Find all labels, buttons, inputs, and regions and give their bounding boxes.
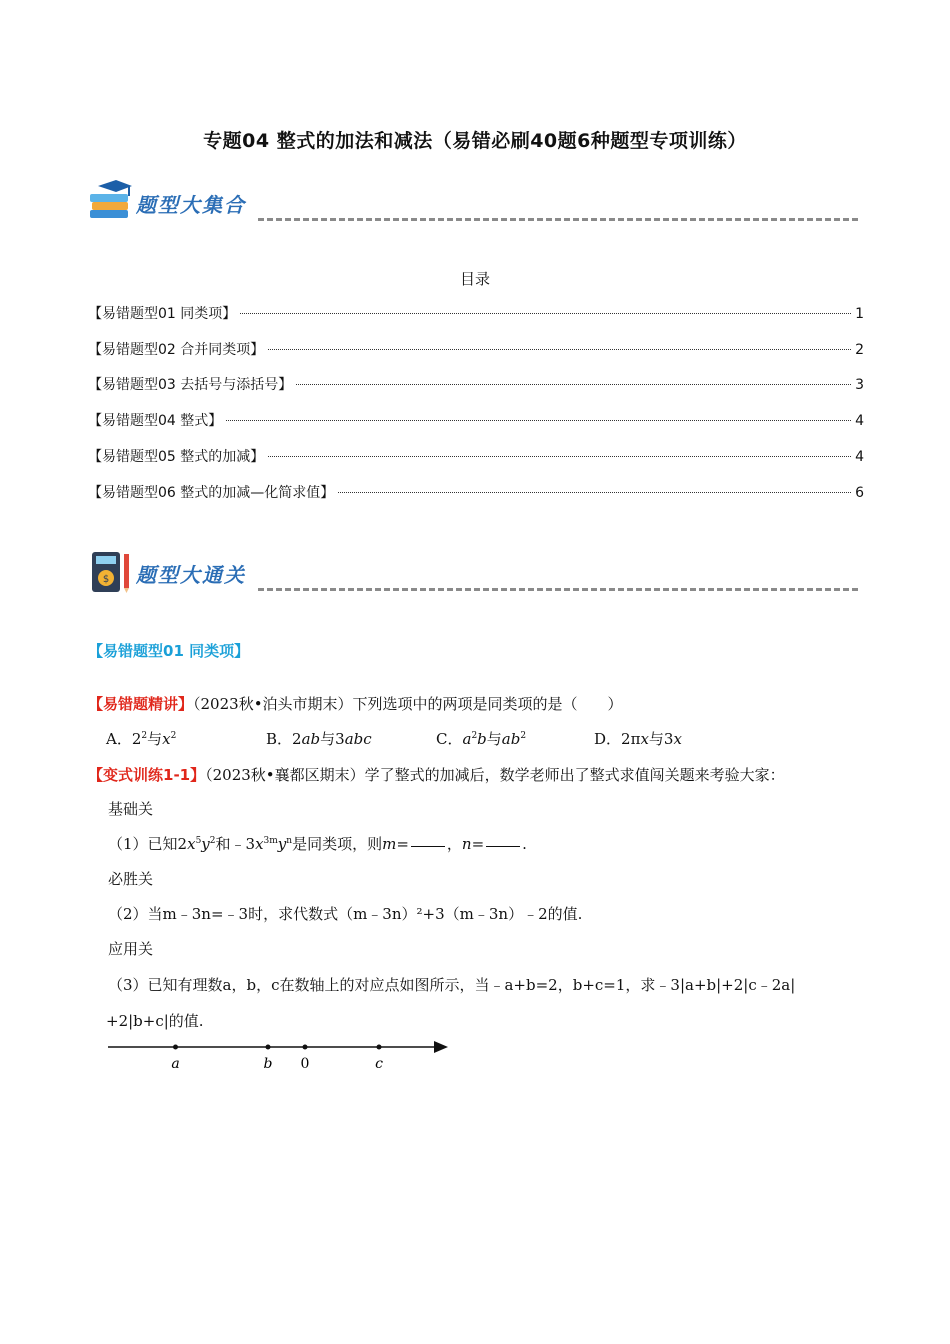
option-prefix: B． xyxy=(266,730,293,748)
toc-item-page: 2 xyxy=(855,342,864,358)
option-prefix: D． xyxy=(594,730,622,748)
exponent: 5 xyxy=(195,836,202,846)
option-prefix: C． xyxy=(436,730,463,748)
number-line-point xyxy=(266,1045,271,1050)
question-text: （2023秋•襄都区期末）学了整式的加减后，数学老师出了整式求值闯关题来考验大家： xyxy=(205,766,785,784)
exponent: 2 xyxy=(170,731,177,741)
term: 2 xyxy=(131,730,142,748)
number-line-label: b xyxy=(263,1056,273,1072)
exponent: n xyxy=(286,836,293,846)
toc-item[interactable] xyxy=(88,482,864,502)
toc-leader xyxy=(338,492,851,493)
exponent: 2 xyxy=(209,836,216,846)
variable: ab xyxy=(301,730,321,748)
section-banner-practice xyxy=(88,550,858,594)
toc-heading: 目录 xyxy=(459,270,490,288)
toc-item-label: 【易错题型02 合并同类项】 xyxy=(88,342,265,358)
question-2 xyxy=(88,764,785,785)
text-segment: = xyxy=(471,835,485,853)
variable: abc xyxy=(344,730,372,748)
level-label: 基础关 xyxy=(108,800,154,818)
number-line-point xyxy=(173,1045,178,1050)
text-segment: （1）已知2 xyxy=(108,835,188,853)
variable: x xyxy=(640,730,649,748)
sub-question-2: （2）当m﹣3n=﹣3时，求代数式（m﹣3n）²+3（m﹣3n）﹣2的值. xyxy=(108,905,583,923)
option-b[interactable] xyxy=(266,728,372,749)
number-line xyxy=(100,1035,460,1080)
term: 3 xyxy=(663,730,674,748)
toc-item[interactable] xyxy=(88,410,864,430)
options-row xyxy=(106,728,866,750)
toc-item-label: 【易错题型03 去括号与添括号】 xyxy=(88,377,293,393)
variable: b xyxy=(477,730,487,748)
variable: y xyxy=(277,835,287,853)
term: 2π xyxy=(621,730,641,748)
variable: a xyxy=(462,730,472,748)
calculator-icon xyxy=(90,550,134,594)
number-line-point xyxy=(377,1045,382,1050)
text-segment: ， xyxy=(446,835,462,853)
toc-leader xyxy=(268,456,851,457)
toc-item-label: 【易错题型01 同类项】 xyxy=(88,306,237,322)
level-label: 必胜关 xyxy=(108,870,154,888)
toc-leader xyxy=(226,420,851,421)
toc-leader xyxy=(240,313,851,314)
question-tag: 【易错题精讲】 xyxy=(88,695,194,713)
toc-item-label: 【易错题型06 整式的加减—化简求值】 xyxy=(88,485,335,501)
variable: x xyxy=(255,835,264,853)
page-title: 专题04 整式的加法和减法（易错必刷40题6种题型专项训练） xyxy=(203,130,747,152)
number-line-label: c xyxy=(375,1056,383,1072)
toc-item-page: 1 xyxy=(855,306,864,322)
conjunction: 与 xyxy=(320,730,336,748)
banner-title: 题型大通关 xyxy=(136,563,246,587)
variable: m xyxy=(382,835,397,853)
toc-leader xyxy=(268,349,851,350)
answer-blank-n[interactable] xyxy=(486,846,520,847)
conjunction: 与 xyxy=(648,730,664,748)
text-segment: 是同类项，则 xyxy=(292,835,383,853)
banner-divider xyxy=(258,588,858,591)
exponent: 3m xyxy=(263,836,278,846)
books-icon xyxy=(88,180,134,224)
answer-blank-m[interactable] xyxy=(411,846,445,847)
variable: ab xyxy=(501,730,521,748)
toc-item-page: 4 xyxy=(855,449,864,465)
option-c[interactable] xyxy=(436,728,526,749)
number-line-point xyxy=(303,1045,308,1050)
sub-question-3-cont: +2|b+c|的值. xyxy=(106,1012,204,1030)
variable: y xyxy=(201,835,210,853)
toc-item[interactable] xyxy=(88,446,864,466)
toc-item-label: 【易错题型04 整式】 xyxy=(88,413,223,429)
text-segment: . xyxy=(522,835,527,853)
number-line-label: a xyxy=(171,1056,180,1072)
toc-item-page: 4 xyxy=(855,413,864,429)
toc-item[interactable] xyxy=(88,374,864,394)
conjunction: 与 xyxy=(147,730,163,748)
option-d[interactable] xyxy=(594,728,682,749)
variable: x xyxy=(187,835,196,853)
term: 3 xyxy=(335,730,345,748)
variable: x xyxy=(673,730,682,748)
variable: n xyxy=(461,835,472,853)
number-line-label: 0 xyxy=(300,1056,310,1072)
exponent: 2 xyxy=(471,731,478,741)
svg-text:$: $ xyxy=(102,574,110,585)
text-segment: 和﹣3 xyxy=(215,835,256,853)
toc-item-label: 【易错题型05 整式的加减】 xyxy=(88,449,265,465)
sub-question-3: （3）已知有理数a，b，c在数轴上的对应点如图所示，当﹣a+b=2，b+c=1，求﹣3|a+b|+2|c﹣2a| xyxy=(108,976,796,994)
term: 2 xyxy=(292,730,302,748)
option-prefix: A． xyxy=(106,730,132,748)
section-heading: 【易错题型01 同类项】 xyxy=(88,642,250,660)
exponent: 2 xyxy=(520,731,527,741)
toc-leader xyxy=(296,384,851,385)
section-banner-collection xyxy=(88,180,858,224)
toc-item[interactable] xyxy=(88,303,864,323)
text-segment: = xyxy=(396,835,409,853)
sub-question-1 xyxy=(108,833,527,854)
variable: x xyxy=(162,730,171,748)
toc-item[interactable] xyxy=(88,339,864,359)
arrow-icon xyxy=(434,1041,448,1053)
toc-item-page: 6 xyxy=(855,485,864,501)
question-text: （2023秋•泊头市期末）下列选项中的两项是同类项的是（ ） xyxy=(193,695,623,713)
banner-title: 题型大集合 xyxy=(136,193,246,217)
conjunction: 与 xyxy=(486,730,502,748)
question-tag: 【变式训练1-1】 xyxy=(88,766,206,784)
level-label: 应用关 xyxy=(108,940,154,958)
toc-item-page: 3 xyxy=(855,377,864,393)
exponent: 2 xyxy=(141,731,148,741)
banner-divider xyxy=(258,218,858,221)
question-1 xyxy=(88,693,623,714)
option-a[interactable] xyxy=(106,728,176,749)
